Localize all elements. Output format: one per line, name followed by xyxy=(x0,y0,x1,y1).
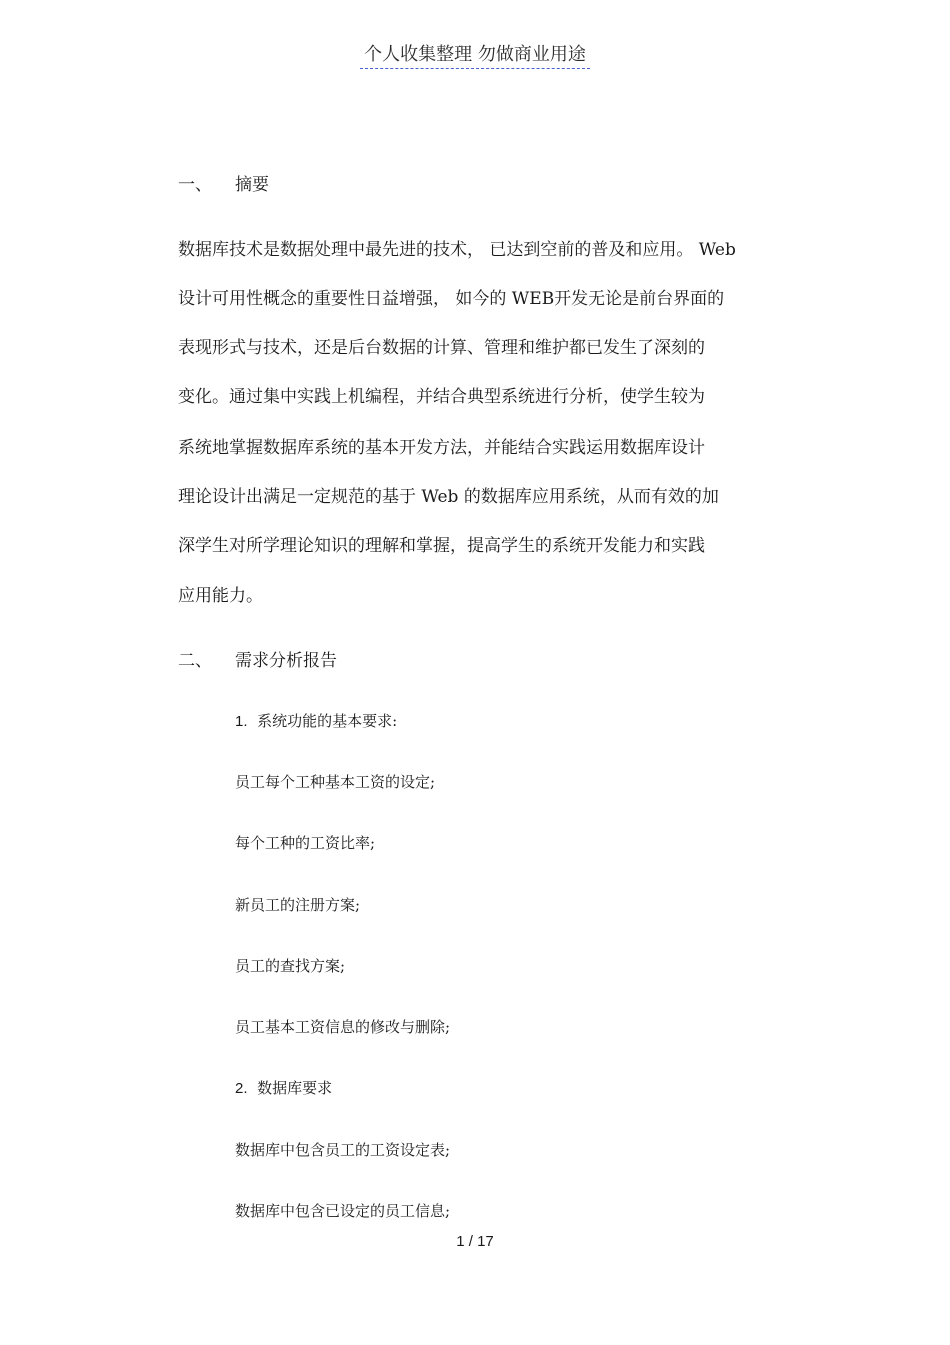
subsection-number: 1. xyxy=(235,713,248,730)
paragraph-line: 表现形式与技术，还是后台数据的计算、管理和维护都已发生了深刻的 xyxy=(178,338,705,358)
paragraph-line: 数据库技术是数据处理中最先进的技术， 已达到空前的普及和应用。 Web xyxy=(178,240,736,260)
subsection-title: 系统功能的基本要求: xyxy=(257,712,398,730)
list-item: 数据库中包含员工的工资设定表; xyxy=(235,1141,451,1159)
section-title: 摘要 xyxy=(235,175,269,195)
subsection-title: 数据库要求 xyxy=(257,1079,333,1097)
section-heading-requirements xyxy=(178,646,337,671)
list-item: 员工的查找方案; xyxy=(235,957,346,975)
subsection-heading-functions xyxy=(235,710,397,731)
list-item: 员工每个工种基本工资的设定; xyxy=(235,773,436,791)
section-heading-abstract xyxy=(178,170,269,195)
paragraph-line: 应用能力。 xyxy=(178,586,263,606)
paragraph-line: 设计可用性概念的重要性日益增强， 如今的 WEB开发无论是前台界面的 xyxy=(178,289,725,309)
paragraph-line: 深学生对所学理论知识的理解和掌握，提高学生的系统开发能力和实践 xyxy=(178,536,705,556)
list-item: 每个工种的工资比率; xyxy=(235,834,376,852)
list-item: 数据库中包含已设定的员工信息; xyxy=(235,1202,451,1220)
paragraph-line: 系统地掌握数据库系统的基本开发方法，并能结合实践运用数据库设计 xyxy=(178,438,705,458)
watermark-header xyxy=(0,40,950,66)
section-title: 需求分析报告 xyxy=(235,651,337,671)
subsection-heading-database xyxy=(235,1077,332,1098)
section-number: 二、 xyxy=(178,651,212,671)
list-item: 员工基本工资信息的修改与删除; xyxy=(235,1018,451,1036)
watermark-text: 个人收集整理 勿做商业用途 xyxy=(360,44,590,69)
paragraph-line: 理论设计出满足一定规范的基于 Web 的数据库应用系统，从而有效的加 xyxy=(178,487,719,507)
section-number: 一、 xyxy=(178,175,212,195)
paragraph-line: 变化。通过集中实践上机编程，并结合典型系统进行分析，使学生较为 xyxy=(178,387,705,407)
subsection-number: 2. xyxy=(235,1080,248,1097)
page-number: 1 / 17 xyxy=(456,1233,494,1250)
list-item: 新员工的注册方案; xyxy=(235,896,361,914)
